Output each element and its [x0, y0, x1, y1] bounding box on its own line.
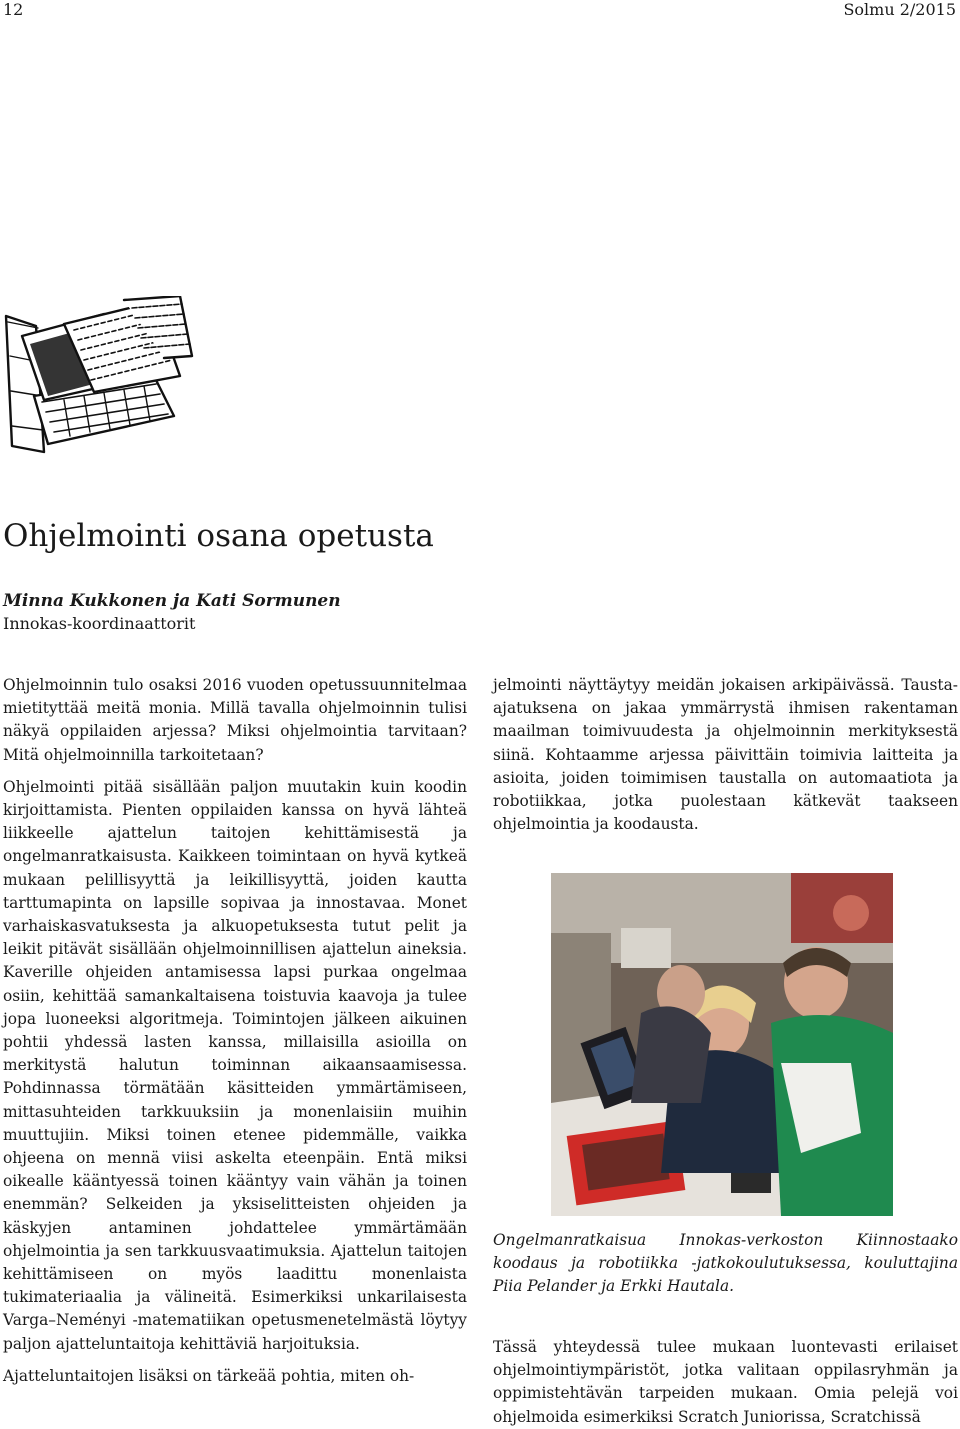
paragraph: jelmointi näyttäytyy meidän jokaisen arkipäivässä. Tausta-ajatuksena on jakaa ymmärrystä ihmisen rakentaman maailman toimivuudesta ja ohjelmoinnin merkityksestä siinä. Kohtaamme arjessa päivittäin toimivia laitteita ja asioita, joiden toimimisen taustalla on automaatiota ja robotiikkaa, jotka puolestaan kätkevät taakseen ohjelmointia ja koodausta.	[493, 676, 958, 834]
paragraph: Ohjelmointi pitää sisällään paljon muutakin kuin koodin kirjoittamista. Pienten oppilaiden kanssa on hyvä lähteä liikkeelle ajattelun taitojen kehittämisestä ja ongelmanratkaisusta. Kaikkeen toimintaan on hyvä kytkeä mukaan pelillisyyttä ja leikillisyyttä, joiden kautta tarttumapinta on lapsille sopivaa ja innostavaa. Monet varhaiskasvatuksesta ja alkuopetuksesta tutut pelit ja leikit pitävät sisällään ohjelmoinnillisen ajattelun aineksia. Kaverille ohjeiden antamisessa lapsi purkaa ongelmaa osiin, kehittää samankaltaisena toistuvia kaavoja ja tulee jopa luoneeksi algoritmeja. Toimintojen jälkeen aikuinen pohtii yhdessä lasten kanssa, millaisilla asioilla on merkitystä halutun toiminnan aikaansaamisessa. Pohdinnassa törmätään käsitteiden ymmärtämiseen, mittasuhteiden tarkkuuksiin ja monenlaisiin muihin muuttujiin. Miksi toinen etenee pidemmälle, vaikka ohjeena on mennä viisi askelta eteenpäin. Entä miksi oikealle kääntyessä toinen kääntyy vain vähän ja toinen enemmän? Selkeiden ja yksiselitteisten ohjeiden ja käskyjen antaminen johdattelee ymmärtämään ohjelmointia ja sen tarkkuusvaatimuksia. Ajattelun taitojen kehittämiseen on myös laadittu monenlaista tukimateriaalia ja välineitä. Esimerkiksi unkarilaisesta Varga–Neményi -matematiikan opetusmenetelmästä löytyy paljon ajatteluntaitoja kehittäviä harjoituksia.	[3, 777, 467, 1353]
paragraph: Tässä yhteydessä tulee mukaan luontevasti erilaiset ohjelmointiympäristöt, jotka valitaan oppilasryhmän ja oppimistehtävän tarpeiden mukaan. Omia pelejä voi ohjelmoida esimerkiksi Scratch Juniorissa, Scratchissä	[493, 1338, 958, 1426]
right-column-bottom	[493, 1336, 958, 1429]
journal-issue: Solmu 2/2015	[843, 0, 956, 19]
author-affiliation: Innokas-koordinaattorit	[3, 614, 196, 633]
paragraph: Ajatteluntaitojen lisäksi on tärkeää pohtia, miten oh-	[3, 1366, 415, 1385]
article-title: Ohjelmointi osana opetusta	[3, 518, 434, 554]
article-authors: Minna Kukkonen ja Kati Sormunen	[3, 591, 341, 611]
photo-caption: Ongelmanratkaisua Innokas-verkoston Kiinnostaako koodaus ja robotiikka -jatkokoulutuksessa, kouluttajina Piia Pelander ja Erkki Hautala.	[493, 1231, 958, 1296]
papers-and-keyboard-drawing-icon	[4, 296, 194, 456]
right-column-top	[493, 674, 958, 836]
page-number: 12	[3, 0, 24, 19]
left-column	[3, 674, 467, 1388]
paragraph: Ohjelmoinnin tulo osaksi 2016 vuoden opetussuunnitelmaa mietityttää meitä monia. Millä tavalla ohjelmoinnin tulisi näkyä oppilaiden arjessa? Miksi ohjelmointia tarvitaan? Mitä ohjelmoinnilla tarkoitetaan?	[3, 676, 467, 764]
workshop-photo	[551, 873, 893, 1216]
